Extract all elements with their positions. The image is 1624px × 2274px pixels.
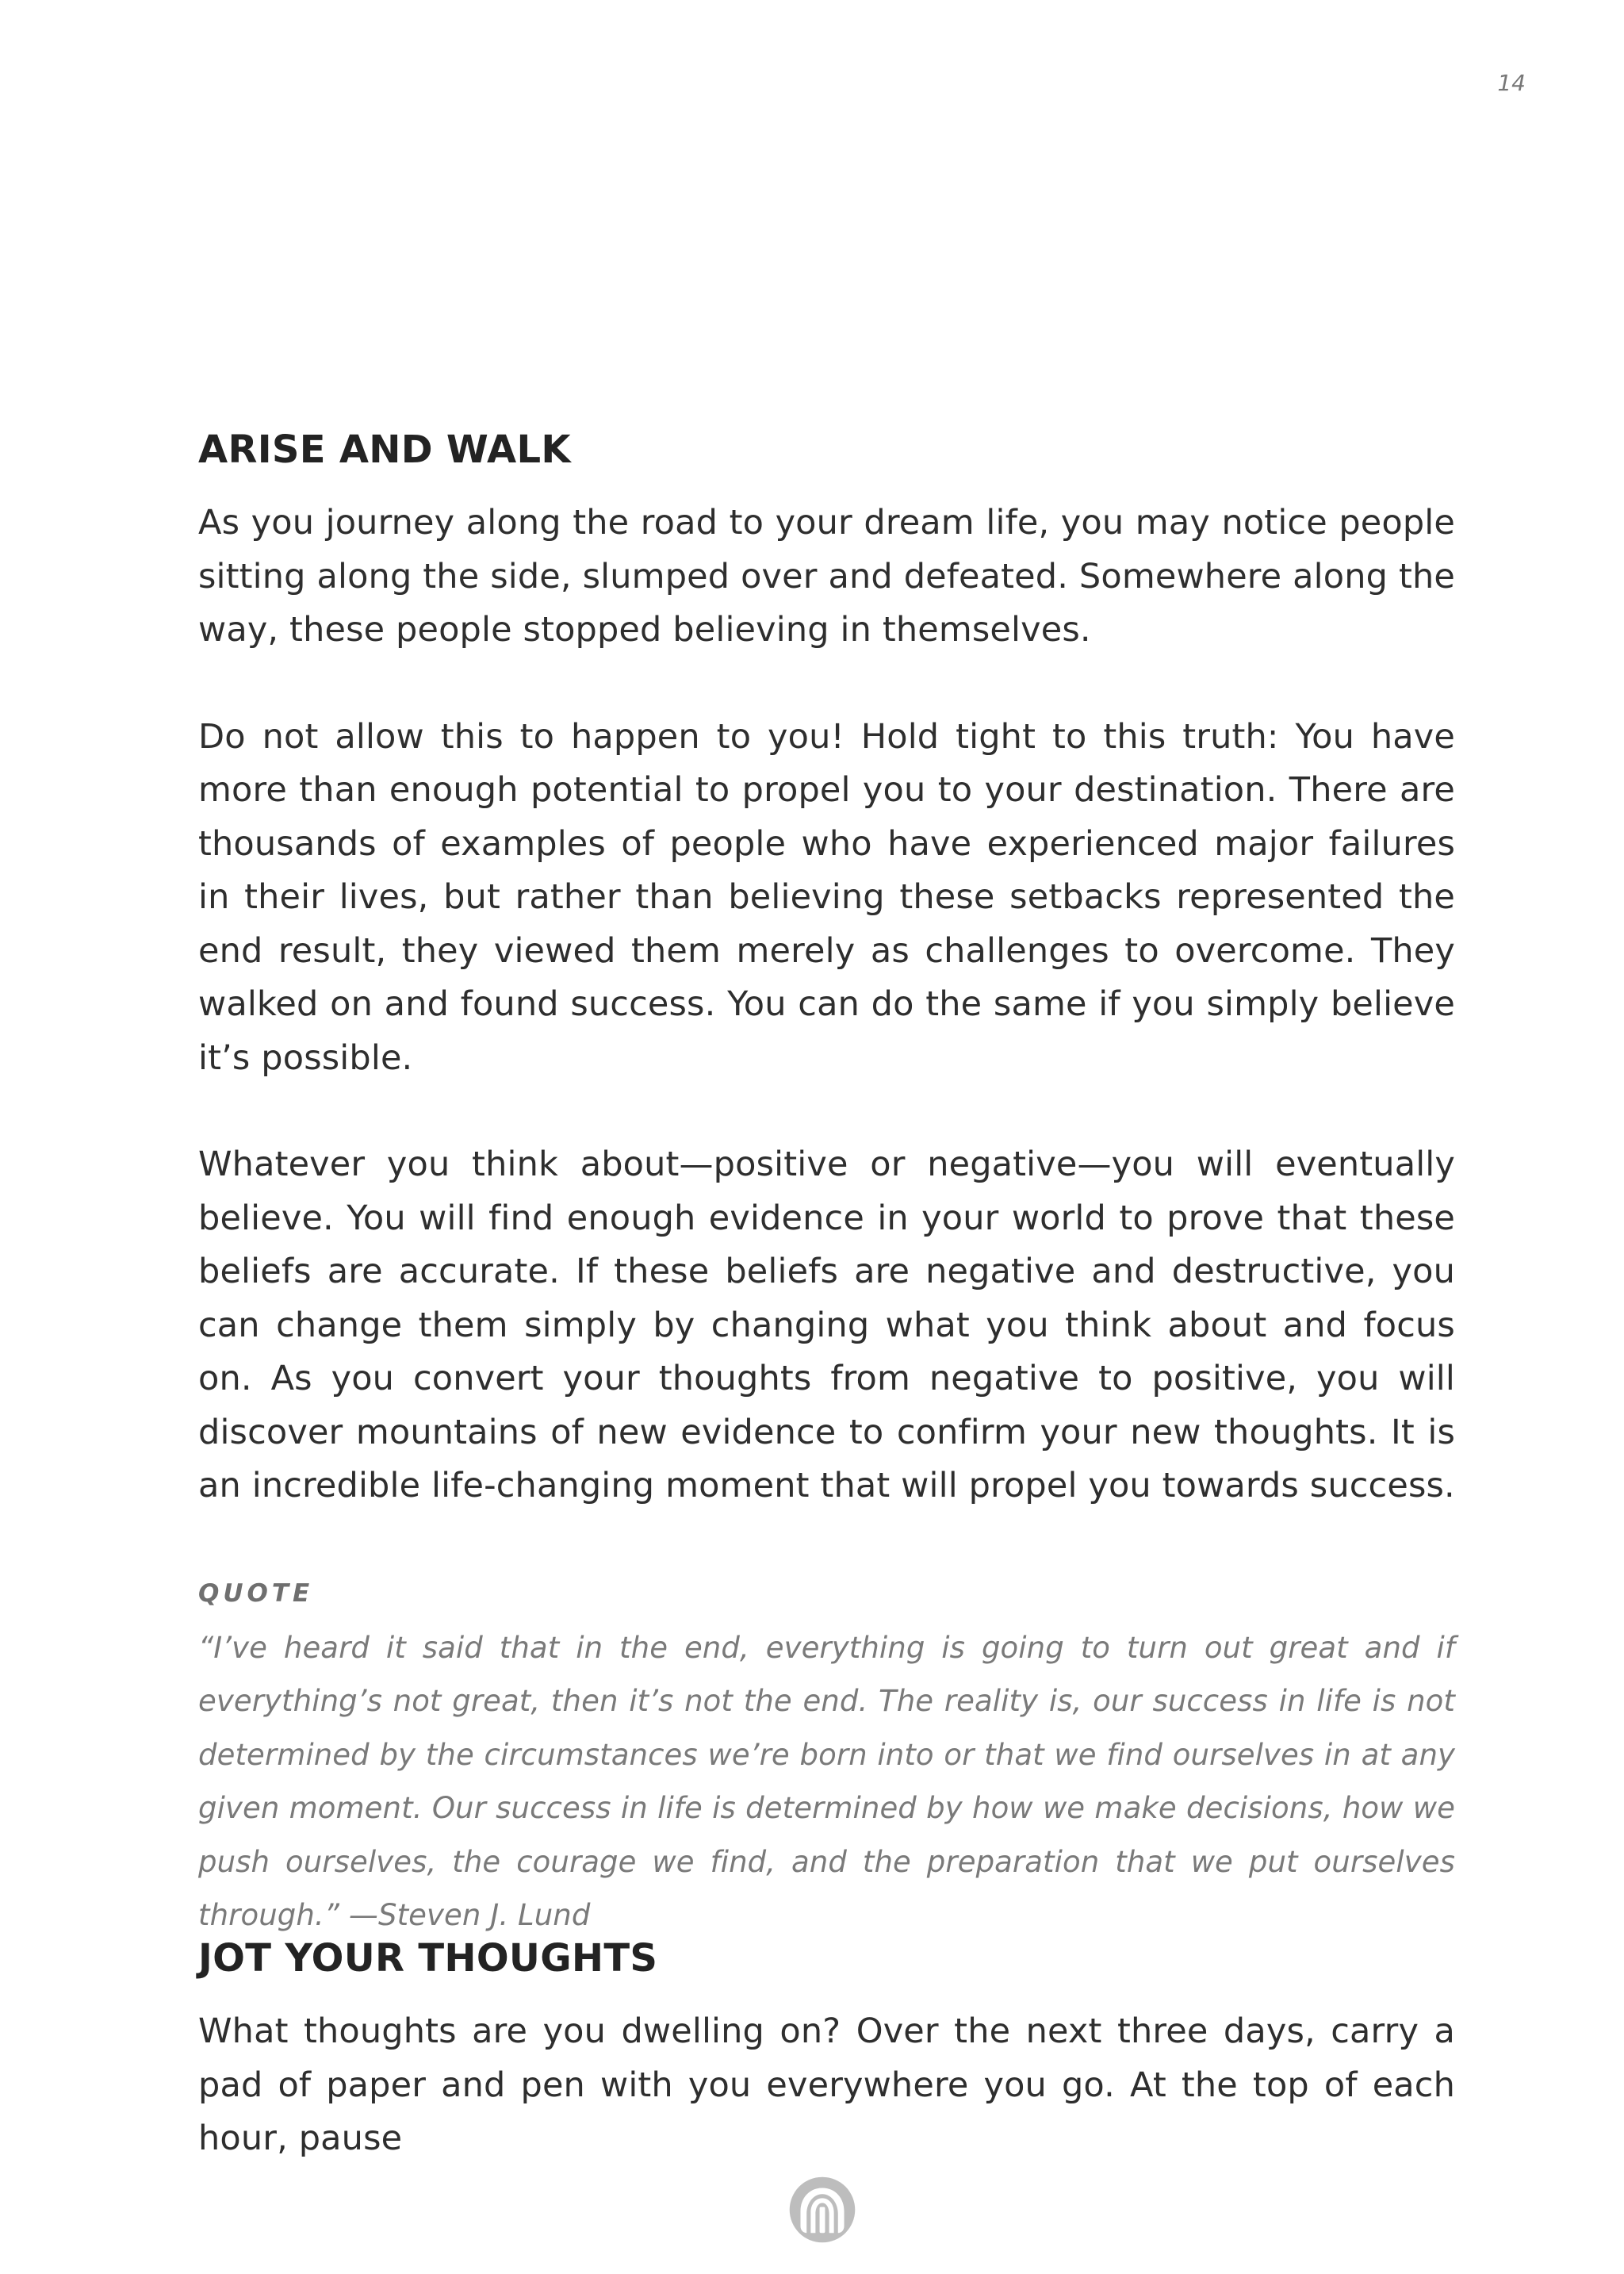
quote-text: “I’ve heard it said that in the end, everything is going to turn out great and if everything’s not great, then it’s not the end. The reality is, our success in life is not determined by the circumstances we’re born into or that we find ourselves in at any given moment. Our success in life is determined by how we make decisions, how we push ourselves, the courage we find, and the preparation that we put ourselves through.” —Steven J. Lund (198, 1630, 1455, 1932)
body-paragraph: What thoughts are you dwelling on? Over the next three days, carry a pad of paper and pen with you everywhere you go. At the top of each hour, pause (198, 2011, 1455, 2158)
quote-label: QUOTE (198, 1578, 314, 1608)
page-number: 14 (1497, 70, 1526, 96)
brand-logo-icon (788, 2176, 856, 2244)
section-heading: JOT YOUR THOUGHTS (198, 1936, 658, 1981)
body-paragraph: Do not allow this to happen to you! Hold tight to this truth: You have more than enough potential to propel you to your destination. There are thousands of examples of people who have experienced major failures in their lives, but rather than believing these setbacks represented the end result, they viewed them merely as challenges to overcome. They walked on and found success. You can do the same if you simply believe it’s possible. (198, 716, 1455, 1078)
body-paragraph: Whatever you think about—positive or negative—you will eventually believe. You will find enough evidence in your world to prove that these beliefs are accurate. If these beliefs are negative and destructive, you can change them simply by changing what you think about and focus on. As you convert your thoughts from negative to positive, you will discover mountains of new evidence to confirm your new thoughts. It is an incredible life-changing moment that will propel you towards success. (198, 1145, 1455, 1505)
section-heading: ARISE AND WALK (198, 428, 571, 472)
section-arise-and-walk (198, 419, 1455, 1942)
section-jot-your-thoughts (198, 1927, 1455, 2166)
body-paragraph: As you journey along the road to your dream life, you may notice people sitting along the side, slumped over and defeated. Somewhere along the way, these people stopped believing in themselves. (198, 503, 1455, 650)
